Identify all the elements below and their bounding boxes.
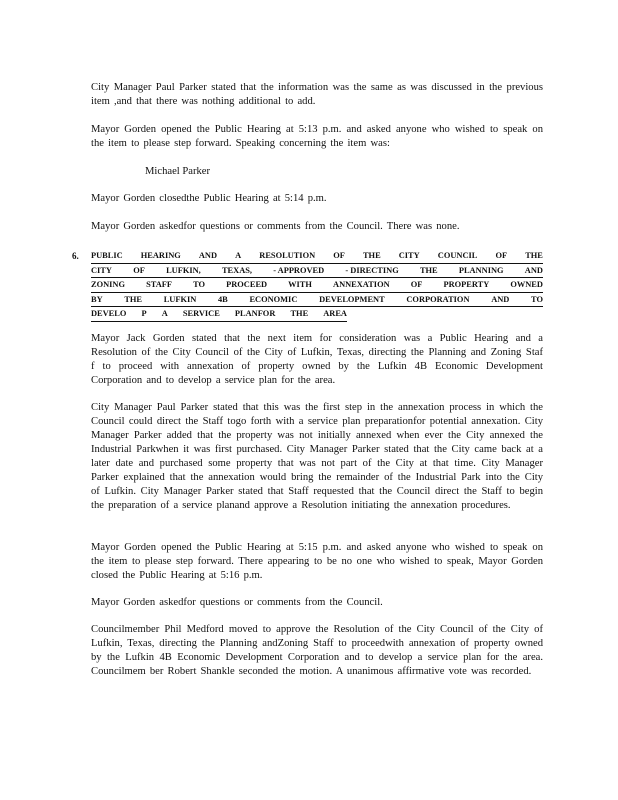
heading-word: SERVICE [182,309,220,319]
heading-word: A [161,309,168,319]
heading-word: DEVELO [91,309,127,319]
heading-word: HEARING [140,251,181,260]
heading-word: AND [524,265,543,275]
heading-line [91,278,543,293]
heading-word: OF [410,280,423,290]
speaker-name: Michael Parker [145,166,211,177]
heading-word: PLANNING [458,265,504,275]
heading-word: OWNED [510,280,543,290]
heading-word: STAFF [146,280,172,290]
heading-word: THE [290,309,309,319]
heading-word: OF [133,265,145,275]
heading-word: RESOLUTION [259,251,316,260]
heading-word: THE [525,251,543,260]
heading-word: ANNEXATION [333,280,390,290]
heading-word: CORPORATION [406,294,470,304]
heading-word: ECONOMIC [249,294,298,304]
heading-line [91,307,347,322]
paragraph-mayor-statement: Mayor Jack Gorden stated that the next item for consideration was a Public Hearing and a Resolution of the City Council of the City of Lufkin, Texas, directing the Planning and Zoning Staf f to proceed with annexation of property owned by the Lufkin 4B Economic Development Corporation and to develop a service plan for the area. [91,333,543,386]
heading-word: AND [491,294,510,304]
paragraph-hearing-opened: Mayor Gorden opened the Public Hearing at 5:13 p.m. and asked anyone who wished to speak on the item to please step forward. Speaking concerning the item was: [91,124,543,149]
heading-word: ZONING [91,280,125,290]
heading-word: TO [193,280,206,290]
heading-word: CITY [91,265,112,275]
heading-word: OF [333,251,345,260]
heading-word: AND [198,251,218,260]
heading-word: PROPERTY [443,280,490,290]
heading-word: LUFKIN [163,294,197,304]
heading-word: 4B [217,294,228,304]
paragraph-motion: Councilmember Phil Medford moved to approve the Resolution of the City Council of the City of Lufkin, Texas, directing the Planning andZoning Staff to proceedwith annexation of property owned by the Lufkin 4B Economic Development Corporation and to develop a service plan for the area. Councilmem ber Robert Shankle seconded the motion. A unanimous affirmative vote was recorded. [91,624,543,677]
paragraph-manager-statement: City Manager Paul Parker stated that the information was the same as was discussed in the previous item ,and that there was nothing additional to add. [91,82,543,107]
heading-word: PROCEED [226,280,268,290]
heading-word: - APPROVED [273,265,325,275]
heading-line [91,264,543,279]
heading-word: P [141,309,147,319]
heading-word: TEXAS, [221,265,252,275]
paragraph-second-questions: Mayor Gorden askedfor questions or comments from the Council. [91,597,383,608]
heading-line [91,249,543,264]
heading-word: - DIRECTING [345,265,399,275]
heading-word: BY [91,294,103,304]
paragraph-manager-explanation: City Manager Paul Parker stated that this was the first step in the annexation process in which the Council could direct the Staff togo forth with a service plan preparationfor potential annexation. City Manager Parker added that the property was not initially annexed when ever the City annexed the Industrial Parkwhen it was first purchased. City Manager Parker stated that the City came back at a later date and purchased some property that was not part of the City at that time. City Manager Parker explained that the annexation would bring the remainder of the Industrial Park into the City of Lufkin. City Manager Parker stated that Staff requested that the Council direct the Staff to begin the preparation of a service planand approve a Resolution initiating the annexation procedures. [91,402,543,511]
heading-line [91,293,543,308]
heading-word: LUFKIN, [166,265,201,275]
heading-word: THE [419,265,438,275]
heading-word: A [235,251,242,260]
paragraph-questions: Mayor Gorden askedfor questions or comments from the Council. There was none. [91,221,460,232]
heading-word: DEVELOPMENT [319,294,385,304]
heading-word: COUNCIL [437,251,478,260]
heading-word: OF [495,251,508,260]
paragraph-hearing-closed: Mayor Gorden closedthe Public Hearing at 5:14 p.m. [91,193,327,204]
heading-word: TO [531,294,543,304]
heading-word: THE [124,294,143,304]
heading-word: PLANFOR [234,309,276,319]
heading-word: WITH [288,280,312,290]
heading-word: CITY [398,251,420,260]
heading-word: AREA [323,309,347,319]
agenda-item-heading [91,249,543,322]
agenda-item-number: 6. [72,251,79,261]
paragraph-second-hearing: Mayor Gorden opened the Public Hearing at 5:15 p.m. and asked anyone who wished to speak on the item to please step forward. There appearing to be no one who wished to speak, Mayor Gorden closed the Public Hearing at 5:16 p.m. [91,542,543,581]
heading-word: PUBLIC [91,251,123,260]
heading-word: THE [362,251,381,260]
